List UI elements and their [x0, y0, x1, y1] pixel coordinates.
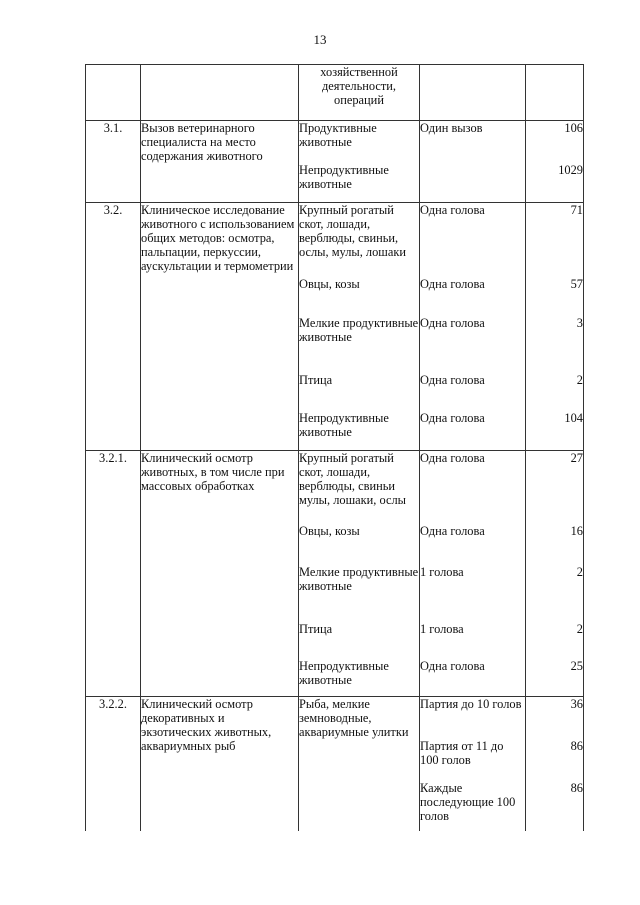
unit: [420, 163, 526, 203]
animal-type: Птица: [299, 373, 420, 411]
unit: Партия от 11 до 100 голов: [420, 739, 526, 781]
header-cell-unit: [420, 65, 526, 121]
table-row: [86, 121, 584, 163]
service-name: Клинический осмотр животных, в том числе при массовых обработках: [141, 451, 299, 697]
price: 27: [526, 451, 584, 524]
service-name: Клиническое исследование животного с использованием общих методов: осмотра, пальпации, перкуссии, аускультации и термометрии: [141, 203, 299, 451]
service-name: Клинический осмотр декоративных и экзотических животных, аквариумных рыб: [141, 697, 299, 831]
unit: 1 голова: [420, 565, 526, 622]
unit: Один вызов: [420, 121, 526, 163]
tariff-table: [85, 64, 584, 831]
animal-type: Крупный рогатый скот, лошади, верблюды, свиньи, ослы, мулы, лошаки: [299, 203, 420, 277]
header-cell-service: [141, 65, 299, 121]
header-cell-price: [526, 65, 584, 121]
unit: Одна голова: [420, 277, 526, 316]
animal-type: Непродуктивные животные: [299, 163, 420, 203]
table-row: [86, 451, 584, 524]
price: 104: [526, 411, 584, 451]
unit: Одна голова: [420, 316, 526, 373]
price: 2: [526, 622, 584, 659]
row-number: 3.2.: [86, 203, 141, 451]
row-number: 3.2.2.: [86, 697, 141, 831]
animal-type: Мелкие продуктивные животные: [299, 565, 420, 622]
price: 2: [526, 565, 584, 622]
unit: Одна голова: [420, 524, 526, 565]
unit: Каждые последующие 100 голов: [420, 781, 526, 831]
unit: Партия до 10 голов: [420, 697, 526, 739]
unit: Одна голова: [420, 659, 526, 697]
table-row: [86, 697, 584, 739]
page-number: 13: [313, 32, 327, 47]
animal-type: Непродуктивные животные: [299, 659, 420, 697]
service-name: Вызов ветеринарного специалиста на место содержания животного: [141, 121, 299, 203]
animal-type: Птица: [299, 622, 420, 659]
animal-type: Овцы, козы: [299, 277, 420, 316]
header-cell-number: [86, 65, 141, 121]
unit: Одна голова: [420, 411, 526, 451]
header-row: [86, 65, 584, 121]
unit: Одна голова: [420, 203, 526, 277]
unit: 1 голова: [420, 622, 526, 659]
animal-type: Мелкие продуктивные животные: [299, 316, 420, 373]
row-number: 3.2.1.: [86, 451, 141, 697]
price: 25: [526, 659, 584, 697]
table-row: [86, 203, 584, 277]
animal-type: Крупный рогатый скот, лошади, верблюды, свиньи мулы, лошаки, ослы: [299, 451, 420, 524]
price: 1029: [526, 163, 584, 203]
price: 16: [526, 524, 584, 565]
animal-type: Продуктивные животные: [299, 121, 420, 163]
price: 3: [526, 316, 584, 373]
unit: Одна голова: [420, 451, 526, 524]
animal-type: Непродуктивные животные: [299, 411, 420, 451]
header-cell-type: хозяйственной деятельности, операций: [299, 65, 420, 121]
price: 57: [526, 277, 584, 316]
price: 86: [526, 781, 584, 831]
price: 71: [526, 203, 584, 277]
price: 106: [526, 121, 584, 163]
price: 36: [526, 697, 584, 739]
unit: Одна голова: [420, 373, 526, 411]
animal-type: Рыба, мелкие земноводные, аквариумные улитки: [299, 697, 420, 831]
price: 86: [526, 739, 584, 781]
price: 2: [526, 373, 584, 411]
animal-type: Овцы, козы: [299, 524, 420, 565]
row-number: 3.1.: [86, 121, 141, 203]
